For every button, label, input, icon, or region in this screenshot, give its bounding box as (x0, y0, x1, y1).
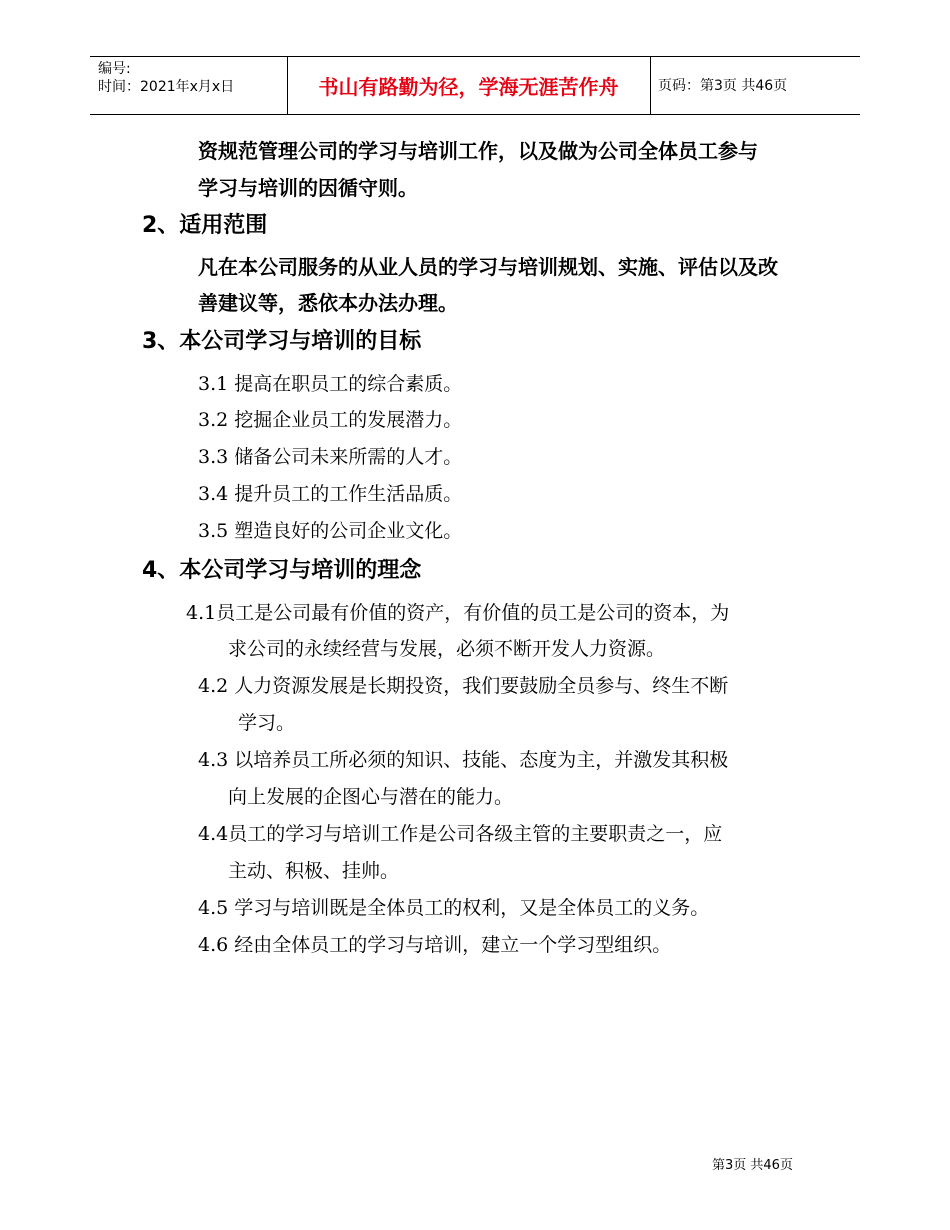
intro-line-2: 学习与培训的因循守则。 (198, 176, 418, 200)
principle-line: 4.4员工的学习与培训工作是公司各级主管的主要职责之一，应 (198, 823, 723, 845)
header-page-info: 页码：第3页 共46页 (658, 78, 788, 94)
header-meta (98, 60, 234, 96)
goal-item: 3.1 提高在职员工的综合素质。 (198, 373, 463, 395)
principle-line: 4.3 以培养员工所必须的知识、技能、态度为主，并激发其积极 (198, 749, 729, 771)
principle-line: 主动、积极、挂帅。 (228, 860, 400, 882)
principle-line: 4.1员工是公司最有价值的资产，有价值的员工是公司的资本，为 (186, 602, 730, 624)
goal-item: 3.3 储备公司未来所需的人才。 (198, 446, 463, 468)
principle-line: 向上发展的企图心与潜在的能力。 (228, 786, 514, 808)
goal-item: 3.4 提升员工的工作生活品质。 (198, 483, 463, 505)
header-divider-right (650, 56, 651, 114)
document-number-label: 编号: (98, 61, 131, 77)
section-3-heading: 3、本公司学习与培训的目标 (142, 329, 422, 354)
principle-line: 4.5 学习与培训既是全体员工的权利，又是全体员工的义务。 (198, 897, 710, 919)
intro-line-1: 资规范管理公司的学习与培训工作，以及做为公司全体员工参与 (198, 139, 758, 163)
goal-item: 3.5 塑造良好的公司企业文化。 (198, 520, 463, 542)
header-top-rule (90, 56, 860, 57)
principle-line: 4.2 人力资源发展是长期投资，我们要鼓励全员参与、终生不断 (198, 675, 729, 697)
principle-line: 学习。 (238, 712, 296, 734)
header-motto: 书山有路勤为径，学海无涯苦作舟 (318, 75, 619, 99)
principle-line: 求公司的永续经营与发展，必须不断开发人力资源。 (228, 638, 666, 660)
document-time-label: 时间：2021年x月x日 (98, 79, 235, 95)
principle-line: 4.6 经由全体员工的学习与培训，建立一个学习型组织。 (198, 934, 672, 956)
section-2-line-1: 凡在本公司服务的从业人员的学习与培训规划、实施、评估以及改 (198, 255, 778, 279)
section-2-heading: 2、适用范围 (142, 213, 268, 238)
goal-item: 3.2 挖掘企业员工的发展潜力。 (198, 409, 463, 431)
section-2-line-2: 善建议等，悉依本办法办理。 (198, 291, 458, 315)
header-bottom-rule (90, 114, 860, 115)
footer-page-info: 第3页 共46页 (712, 1158, 793, 1173)
section-4-heading: 4、本公司学习与培训的理念 (142, 558, 422, 583)
